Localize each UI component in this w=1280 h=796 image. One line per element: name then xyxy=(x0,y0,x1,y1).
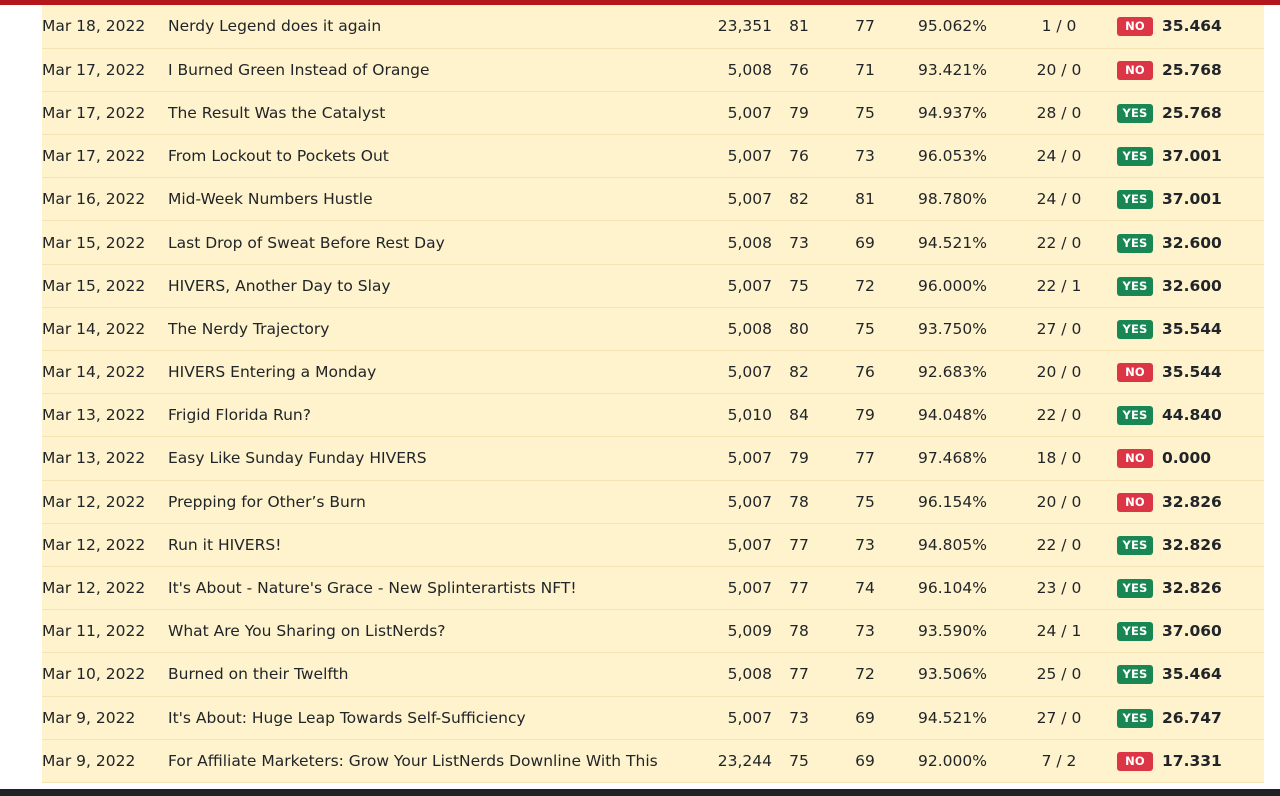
percent-cell: 94.048% xyxy=(904,394,1001,437)
date-cell: Mar 14, 2022 xyxy=(42,351,168,394)
post-title-link[interactable]: Run it HIVERS! xyxy=(168,523,710,566)
score-cell: 37.001 xyxy=(1162,135,1264,178)
percent-cell: 92.683% xyxy=(904,351,1001,394)
ratio-cell: 22 / 0 xyxy=(1001,523,1117,566)
views-cell: 5,007 xyxy=(710,480,772,523)
count-a-cell: 75 xyxy=(772,264,826,307)
ratio-cell: 27 / 0 xyxy=(1001,696,1117,739)
post-title-link[interactable]: It's About - Nature's Grace - New Splinterartists NFT! xyxy=(168,566,710,609)
percent-cell: 94.805% xyxy=(904,523,1001,566)
count-b-cell: 69 xyxy=(826,221,904,264)
score-cell: 35.544 xyxy=(1162,307,1264,350)
status-badge: NO xyxy=(1117,61,1153,80)
ratio-cell: 24 / 0 xyxy=(1001,178,1117,221)
status-cell xyxy=(1117,91,1162,134)
views-cell: 5,007 xyxy=(710,264,772,307)
score-cell: 32.600 xyxy=(1162,264,1264,307)
table-row xyxy=(42,307,1264,350)
views-cell: 5,007 xyxy=(710,351,772,394)
score-cell: 35.544 xyxy=(1162,351,1264,394)
results-table-container xyxy=(42,5,1264,783)
status-cell xyxy=(1117,48,1162,91)
count-b-cell: 73 xyxy=(826,523,904,566)
score-cell: 0.000 xyxy=(1162,437,1264,480)
status-badge: NO xyxy=(1117,752,1153,771)
count-a-cell: 76 xyxy=(772,135,826,178)
score-cell: 37.001 xyxy=(1162,178,1264,221)
post-title-link[interactable]: What Are You Sharing on ListNerds? xyxy=(168,610,710,653)
ratio-cell: 23 / 0 xyxy=(1001,566,1117,609)
date-cell: Mar 17, 2022 xyxy=(42,48,168,91)
percent-cell: 94.521% xyxy=(904,696,1001,739)
post-title-link[interactable]: From Lockout to Pockets Out xyxy=(168,135,710,178)
status-cell xyxy=(1117,739,1162,782)
ratio-cell: 24 / 0 xyxy=(1001,135,1117,178)
table-row xyxy=(42,523,1264,566)
percent-cell: 96.104% xyxy=(904,566,1001,609)
count-b-cell: 77 xyxy=(826,5,904,48)
ratio-cell: 22 / 1 xyxy=(1001,264,1117,307)
post-title-link[interactable]: It's About: Huge Leap Towards Self-Sufficiency xyxy=(168,696,710,739)
count-b-cell: 81 xyxy=(826,178,904,221)
count-a-cell: 84 xyxy=(772,394,826,437)
date-cell: Mar 9, 2022 xyxy=(42,696,168,739)
table-row xyxy=(42,5,1264,48)
count-b-cell: 69 xyxy=(826,696,904,739)
status-cell xyxy=(1117,653,1162,696)
status-cell xyxy=(1117,523,1162,566)
post-title-link[interactable]: The Nerdy Trajectory xyxy=(168,307,710,350)
count-b-cell: 69 xyxy=(826,739,904,782)
date-cell: Mar 9, 2022 xyxy=(42,739,168,782)
table-row xyxy=(42,696,1264,739)
post-title-link[interactable]: Prepping for Other’s Burn xyxy=(168,480,710,523)
views-cell: 23,244 xyxy=(710,739,772,782)
count-a-cell: 77 xyxy=(772,653,826,696)
count-a-cell: 79 xyxy=(772,437,826,480)
score-cell: 32.826 xyxy=(1162,523,1264,566)
views-cell: 5,007 xyxy=(710,91,772,134)
status-cell xyxy=(1117,394,1162,437)
count-a-cell: 78 xyxy=(772,610,826,653)
status-badge: YES xyxy=(1117,277,1153,296)
percent-cell: 93.590% xyxy=(904,610,1001,653)
count-a-cell: 77 xyxy=(772,523,826,566)
status-cell xyxy=(1117,566,1162,609)
ratio-cell: 20 / 0 xyxy=(1001,48,1117,91)
status-cell xyxy=(1117,696,1162,739)
post-title-link[interactable]: Mid-Week Numbers Hustle xyxy=(168,178,710,221)
percent-cell: 93.506% xyxy=(904,653,1001,696)
score-cell: 17.331 xyxy=(1162,739,1264,782)
score-cell: 25.768 xyxy=(1162,91,1264,134)
post-title-link[interactable]: Frigid Florida Run? xyxy=(168,394,710,437)
table-row xyxy=(42,135,1264,178)
status-cell xyxy=(1117,610,1162,653)
score-cell: 32.600 xyxy=(1162,221,1264,264)
status-badge: YES xyxy=(1117,622,1153,641)
score-cell: 35.464 xyxy=(1162,5,1264,48)
score-cell: 35.464 xyxy=(1162,653,1264,696)
score-cell: 32.826 xyxy=(1162,480,1264,523)
ratio-cell: 25 / 0 xyxy=(1001,653,1117,696)
table-row xyxy=(42,437,1264,480)
bottom-bar xyxy=(0,789,1280,796)
status-badge: YES xyxy=(1117,709,1153,728)
status-cell xyxy=(1117,437,1162,480)
views-cell: 23,351 xyxy=(710,5,772,48)
status-badge: YES xyxy=(1117,536,1153,555)
date-cell: Mar 12, 2022 xyxy=(42,523,168,566)
date-cell: Mar 12, 2022 xyxy=(42,566,168,609)
status-badge: YES xyxy=(1117,665,1153,684)
status-badge: NO xyxy=(1117,449,1153,468)
date-cell: Mar 13, 2022 xyxy=(42,394,168,437)
count-b-cell: 73 xyxy=(826,610,904,653)
count-b-cell: 71 xyxy=(826,48,904,91)
ratio-cell: 27 / 0 xyxy=(1001,307,1117,350)
count-b-cell: 76 xyxy=(826,351,904,394)
count-a-cell: 80 xyxy=(772,307,826,350)
score-cell: 25.768 xyxy=(1162,48,1264,91)
count-b-cell: 75 xyxy=(826,307,904,350)
views-cell: 5,009 xyxy=(710,610,772,653)
percent-cell: 93.421% xyxy=(904,48,1001,91)
status-badge: YES xyxy=(1117,190,1153,209)
ratio-cell: 1 / 0 xyxy=(1001,5,1117,48)
table-body xyxy=(42,5,1264,782)
count-a-cell: 76 xyxy=(772,48,826,91)
percent-cell: 92.000% xyxy=(904,739,1001,782)
count-a-cell: 78 xyxy=(772,480,826,523)
post-title-link[interactable]: Burned on their Twelfth xyxy=(168,653,710,696)
post-title-link[interactable]: Easy Like Sunday Funday HIVERS xyxy=(168,437,710,480)
ratio-cell: 20 / 0 xyxy=(1001,351,1117,394)
views-cell: 5,007 xyxy=(710,178,772,221)
views-cell: 5,010 xyxy=(710,394,772,437)
count-b-cell: 72 xyxy=(826,264,904,307)
table-row xyxy=(42,221,1264,264)
percent-cell: 94.521% xyxy=(904,221,1001,264)
views-cell: 5,008 xyxy=(710,653,772,696)
percent-cell: 97.468% xyxy=(904,437,1001,480)
table-row xyxy=(42,480,1264,523)
views-cell: 5,007 xyxy=(710,135,772,178)
ratio-cell: 24 / 1 xyxy=(1001,610,1117,653)
date-cell: Mar 18, 2022 xyxy=(42,5,168,48)
table-row xyxy=(42,91,1264,134)
percent-cell: 95.062% xyxy=(904,5,1001,48)
ratio-cell: 18 / 0 xyxy=(1001,437,1117,480)
percent-cell: 96.053% xyxy=(904,135,1001,178)
status-badge: NO xyxy=(1117,493,1153,512)
table-row xyxy=(42,178,1264,221)
views-cell: 5,008 xyxy=(710,307,772,350)
views-cell: 5,007 xyxy=(710,523,772,566)
count-a-cell: 82 xyxy=(772,351,826,394)
post-title-link[interactable]: HIVERS Entering a Monday xyxy=(168,351,710,394)
count-b-cell: 77 xyxy=(826,437,904,480)
status-cell xyxy=(1117,264,1162,307)
results-table xyxy=(42,5,1264,783)
percent-cell: 94.937% xyxy=(904,91,1001,134)
post-title-link[interactable]: I Burned Green Instead of Orange xyxy=(168,48,710,91)
date-cell: Mar 16, 2022 xyxy=(42,178,168,221)
status-cell xyxy=(1117,351,1162,394)
count-a-cell: 73 xyxy=(772,221,826,264)
status-badge: YES xyxy=(1117,406,1153,425)
percent-cell: 96.000% xyxy=(904,264,1001,307)
status-cell xyxy=(1117,135,1162,178)
table-row xyxy=(42,48,1264,91)
count-b-cell: 75 xyxy=(826,480,904,523)
count-a-cell: 75 xyxy=(772,739,826,782)
status-cell xyxy=(1117,307,1162,350)
table-row xyxy=(42,610,1264,653)
status-badge: NO xyxy=(1117,363,1153,382)
post-title-link[interactable]: HIVERS, Another Day to Slay xyxy=(168,264,710,307)
post-title-link[interactable]: For Affiliate Marketers: Grow Your ListNerds Downline With This xyxy=(168,739,710,782)
views-cell: 5,008 xyxy=(710,221,772,264)
table-row xyxy=(42,351,1264,394)
date-cell: Mar 17, 2022 xyxy=(42,91,168,134)
score-cell: 37.060 xyxy=(1162,610,1264,653)
status-badge: YES xyxy=(1117,320,1153,339)
ratio-cell: 20 / 0 xyxy=(1001,480,1117,523)
status-badge: NO xyxy=(1117,17,1153,36)
date-cell: Mar 17, 2022 xyxy=(42,135,168,178)
table-row xyxy=(42,264,1264,307)
status-badge: YES xyxy=(1117,104,1153,123)
ratio-cell: 22 / 0 xyxy=(1001,394,1117,437)
ratio-cell: 28 / 0 xyxy=(1001,91,1117,134)
views-cell: 5,007 xyxy=(710,437,772,480)
percent-cell: 93.750% xyxy=(904,307,1001,350)
count-a-cell: 77 xyxy=(772,566,826,609)
date-cell: Mar 13, 2022 xyxy=(42,437,168,480)
score-cell: 44.840 xyxy=(1162,394,1264,437)
views-cell: 5,008 xyxy=(710,48,772,91)
date-cell: Mar 11, 2022 xyxy=(42,610,168,653)
status-cell xyxy=(1117,221,1162,264)
percent-cell: 98.780% xyxy=(904,178,1001,221)
ratio-cell: 22 / 0 xyxy=(1001,221,1117,264)
count-b-cell: 72 xyxy=(826,653,904,696)
table-row xyxy=(42,653,1264,696)
score-cell: 32.826 xyxy=(1162,566,1264,609)
table-row xyxy=(42,739,1264,782)
table-row xyxy=(42,566,1264,609)
date-cell: Mar 14, 2022 xyxy=(42,307,168,350)
table-row xyxy=(42,394,1264,437)
post-title-link[interactable]: The Result Was the Catalyst xyxy=(168,91,710,134)
date-cell: Mar 12, 2022 xyxy=(42,480,168,523)
date-cell: Mar 15, 2022 xyxy=(42,221,168,264)
status-cell xyxy=(1117,480,1162,523)
count-a-cell: 73 xyxy=(772,696,826,739)
ratio-cell: 7 / 2 xyxy=(1001,739,1117,782)
views-cell: 5,007 xyxy=(710,566,772,609)
status-badge: YES xyxy=(1117,234,1153,253)
count-b-cell: 75 xyxy=(826,91,904,134)
post-title-link[interactable]: Last Drop of Sweat Before Rest Day xyxy=(168,221,710,264)
date-cell: Mar 10, 2022 xyxy=(42,653,168,696)
count-b-cell: 79 xyxy=(826,394,904,437)
count-b-cell: 73 xyxy=(826,135,904,178)
count-a-cell: 79 xyxy=(772,91,826,134)
count-a-cell: 81 xyxy=(772,5,826,48)
date-cell: Mar 15, 2022 xyxy=(42,264,168,307)
views-cell: 5,007 xyxy=(710,696,772,739)
status-badge: YES xyxy=(1117,579,1153,598)
status-cell xyxy=(1117,178,1162,221)
status-badge: YES xyxy=(1117,147,1153,166)
count-a-cell: 82 xyxy=(772,178,826,221)
percent-cell: 96.154% xyxy=(904,480,1001,523)
count-b-cell: 74 xyxy=(826,566,904,609)
post-title-link[interactable]: Nerdy Legend does it again xyxy=(168,5,710,48)
status-cell xyxy=(1117,5,1162,48)
score-cell: 26.747 xyxy=(1162,696,1264,739)
